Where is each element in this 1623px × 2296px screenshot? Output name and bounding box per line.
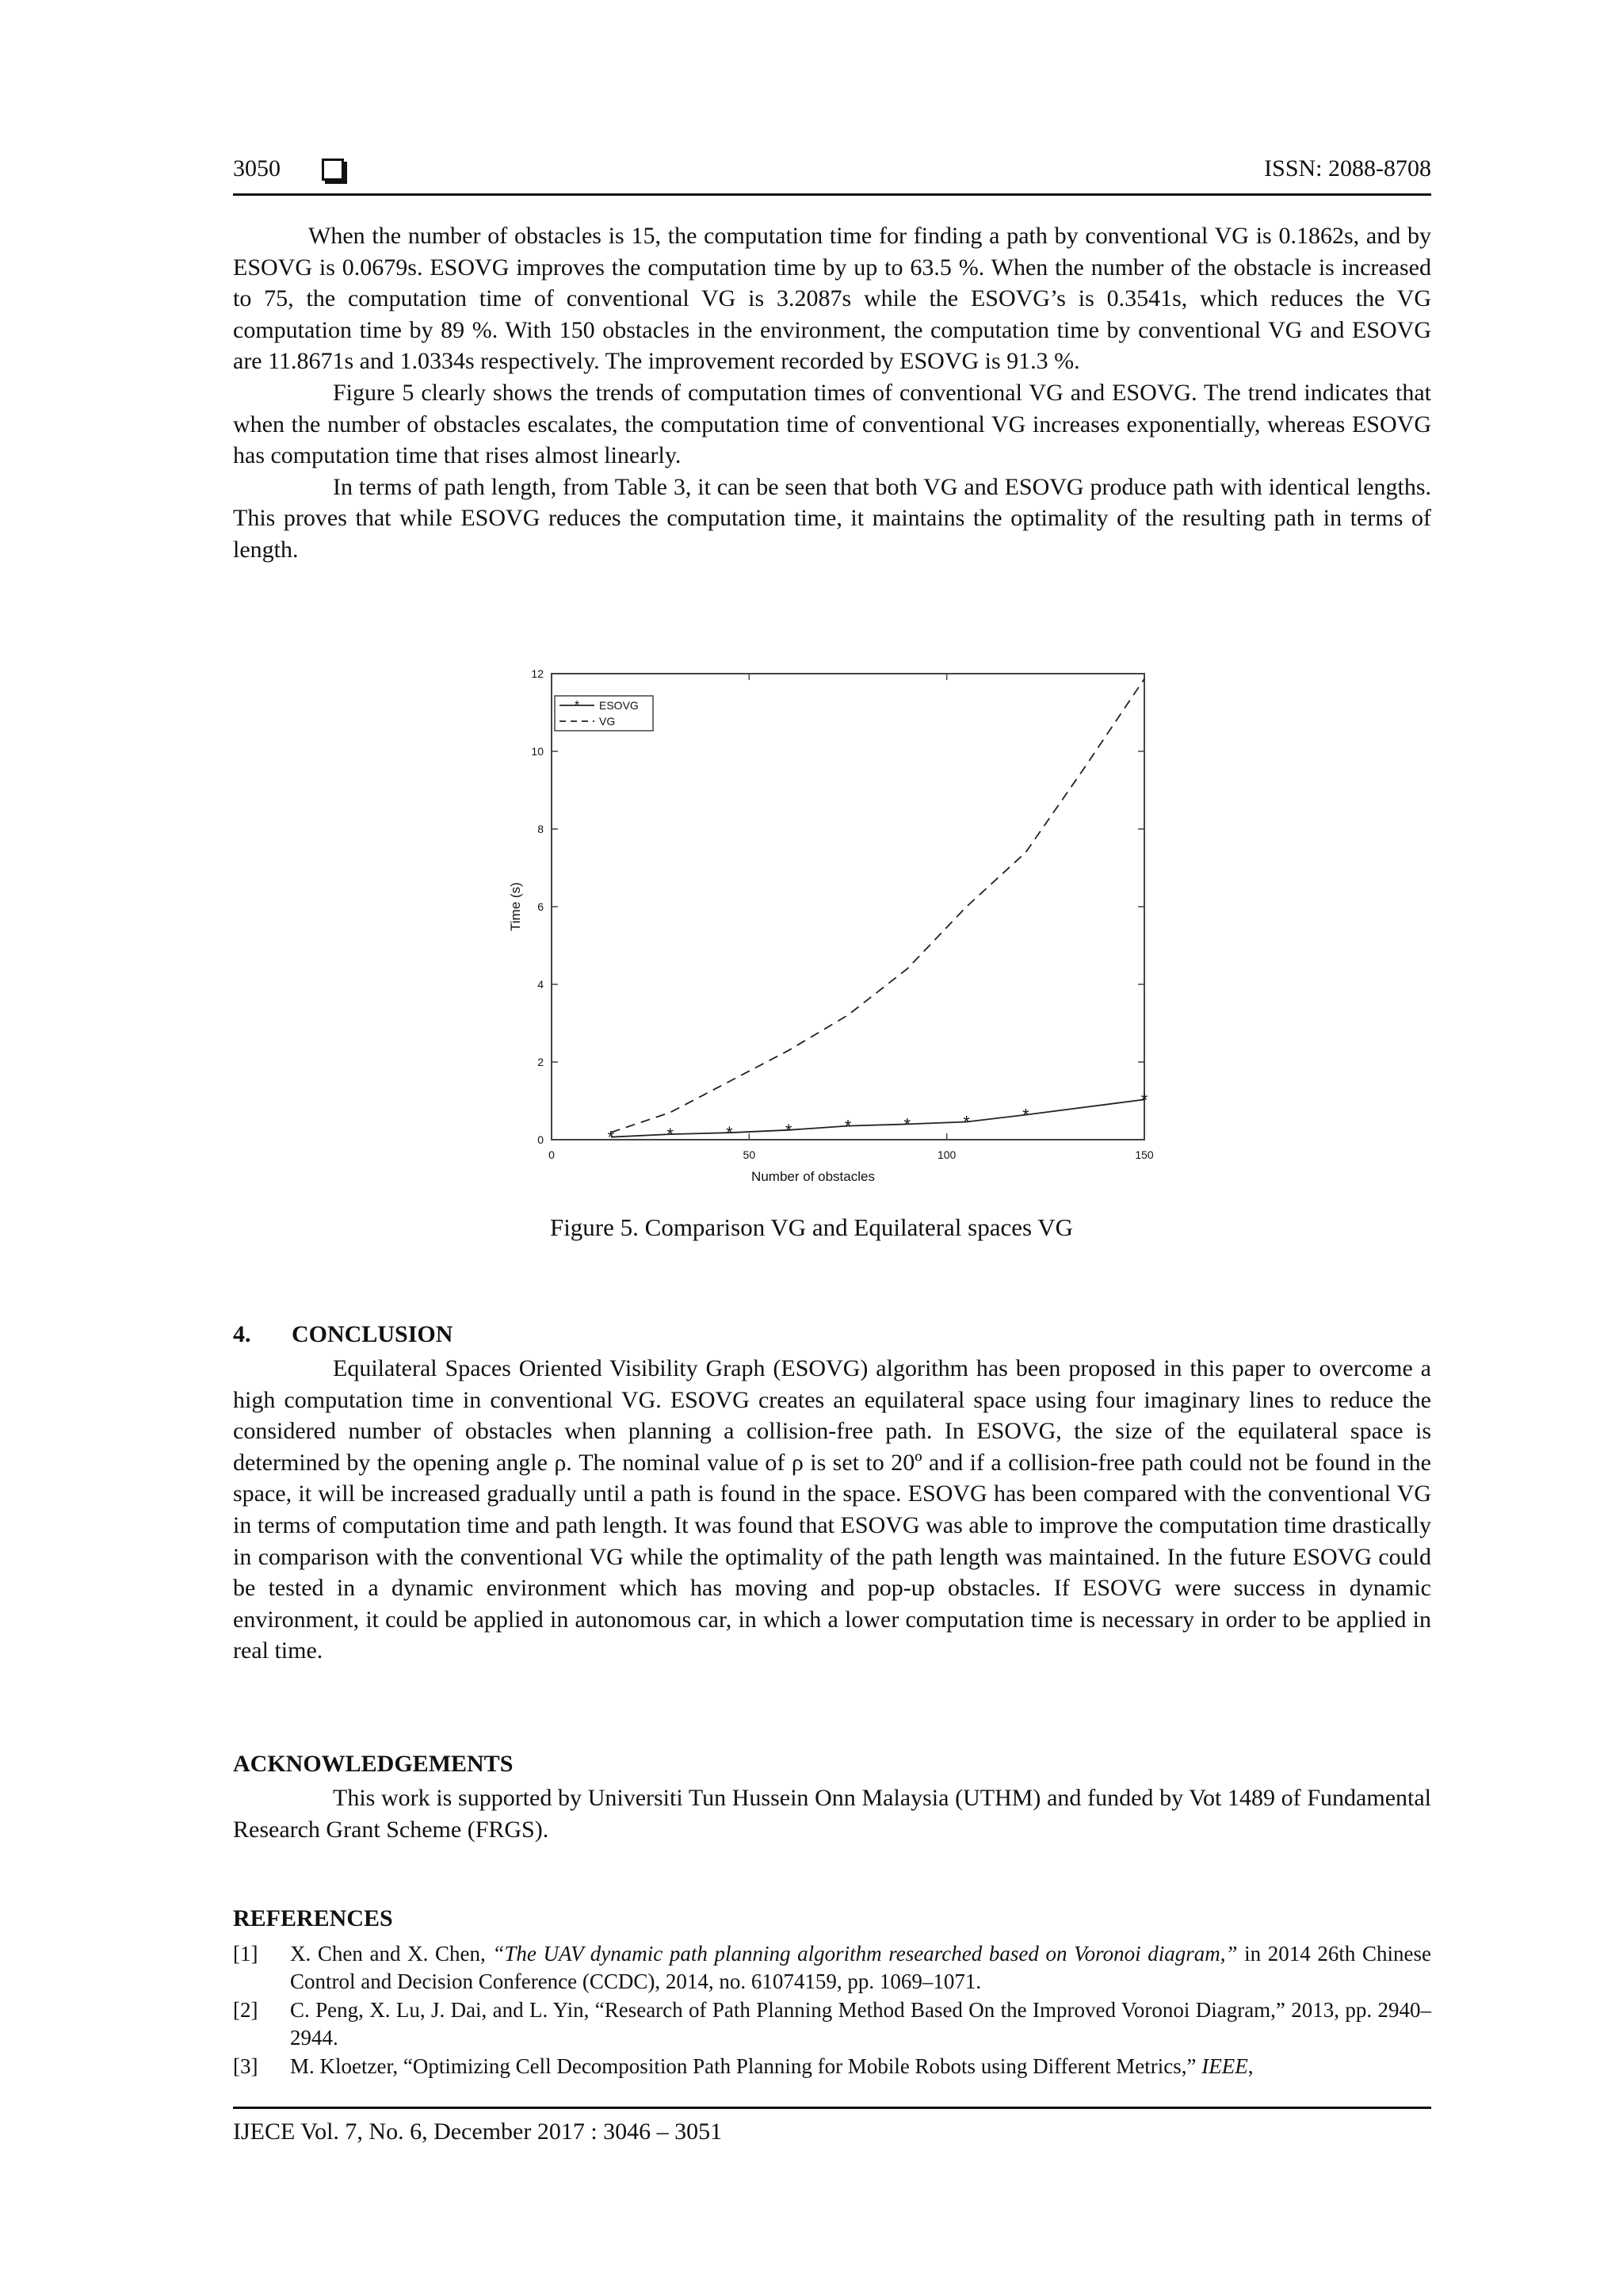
esovg-point: * <box>666 1125 674 1145</box>
square-icon <box>322 159 344 181</box>
conclusion-heading <box>233 1321 453 1348</box>
legend <box>555 696 653 731</box>
reference-title: “The UAV dynamic path planning algorithm researched based on Voronoi diagram,” <box>492 1942 1238 1966</box>
x-tick-label: 50 <box>743 1148 756 1161</box>
reference-punctuation: , <box>1247 2054 1254 2078</box>
legend-esovg-marker: * <box>574 699 580 712</box>
plot-area <box>552 674 1144 1140</box>
esovg-point: * <box>785 1120 792 1140</box>
section-title: CONCLUSION <box>292 1321 453 1347</box>
y-axis-label: Time (s) <box>508 882 523 931</box>
paragraph: In terms of path length, from Table 3, it can be seen that both VG and ESOVG produce path with identical lengths. This proves that while ESOVG reduces the computation time, it maintains the optimality of the resulting path in terms of length. <box>233 473 1431 563</box>
reference-text: C. Peng, X. Lu, J. Dai, and L. Yin, “Research of Path Planning Method Based On the Improved Voronoi Diagram,” 2013, pp. 2940–2944. <box>290 1998 1431 2050</box>
x-tick-label: 150 <box>1135 1148 1154 1161</box>
paragraph: When the number of obstacles is 15, the computation time for finding a path by conventional VG is 0.1862s, and by ESOVG is 0.0679s. ESOVG improves the computation time by up to 63.5 %. When the number of the obstacle is increased to 75, the computation time of conventional VG is 3.2087s while the ESOVG’s is 0.3541s, which reduces the VG computation time by 89 %. With 150 obstacles in the environment, the computation time by conventional VG and ESOVG are 11.8671s and 1.0334s respectively. The improvement recorded by ESOVG is 91.3 %. <box>233 223 1431 375</box>
reference-number: [2] <box>233 1998 258 2022</box>
y-tick-label: 0 <box>537 1133 544 1146</box>
reference-journal: IEEE <box>1201 2054 1248 2078</box>
reference-text: M. Kloetzer, “Optimizing Cell Decomposition Path Planning for Mobile Robots using Different Metrics,” <box>290 2054 1202 2078</box>
paragraph: Equilateral Spaces Oriented Visibility Graph (ESOVG) algorithm has been proposed in this paper to overcome a high computation time in conventional VG. ESOVG creates an equilateral space using four imaginary lines to reduce the considered number of obstacles when planning a collision-free path. In ESOVG, the size of the equilateral space is determined by the opening angle ρ. The nominal value of ρ is set to 20º and if a collision-free path could not be found in the space, it will be increased gradually until a path is found in the space. ESOVG has been compared with the conventional VG in terms of computation time and path length. It was found that ESOVG was able to improve the computation time drastically in comparison with the conventional VG while the optimality of the path length was maintained. In the future ESOVG could be tested in a dynamic environment which has moving and pop-up obstacles. If ESOVG were success in dynamic environment, it could be applied in autonomous car, in which a lower computation time is necessary in order to be applied in real time. <box>233 1355 1431 1664</box>
y-tick-label: 8 <box>537 823 544 835</box>
reference-item <box>233 1940 1431 1996</box>
esovg-point: * <box>726 1123 733 1144</box>
esovg-point: * <box>1022 1105 1029 1125</box>
x-tick-label: 100 <box>937 1148 957 1161</box>
issn: ISSN: 2088-8708 <box>1264 155 1431 181</box>
reference-number: [3] <box>233 2054 258 2078</box>
page-header <box>233 155 1431 196</box>
acknowledgements-text <box>233 1782 1431 1845</box>
figure-caption: Figure 5. Comparison VG and Equilateral spaces VG <box>549 1213 1074 1241</box>
conclusion-text <box>233 1353 1431 1667</box>
y-tick-label: 12 <box>531 667 544 680</box>
esovg-point: * <box>1140 1090 1148 1110</box>
reference-item <box>233 1996 1431 2052</box>
legend-vg-label: VG <box>599 715 616 728</box>
figure-5-chart <box>475 658 1173 1189</box>
reference-authors: X. Chen and X. Chen, <box>290 1942 493 1966</box>
references-heading: REFERENCES <box>233 1905 393 1931</box>
esovg-point: * <box>903 1114 911 1135</box>
y-tick-label: 10 <box>531 745 544 758</box>
y-tick-label: 6 <box>537 900 544 913</box>
paragraph: Figure 5 clearly shows the trends of computation times of conventional VG and ESOVG. The trend indicates that when the number of obstacles escalates, the computation time of conventional VG increases exponentially, whereas ESOVG has computation time that rises almost linearly. <box>233 379 1431 469</box>
esovg-point: * <box>607 1127 615 1148</box>
legend-esovg-label: ESOVG <box>599 699 639 712</box>
x-tick-label: 0 <box>548 1148 555 1161</box>
reference-list <box>233 1940 1431 2081</box>
page-number: 3050 <box>233 155 281 181</box>
reference-number: [1] <box>233 1942 258 1966</box>
section-number: 4. <box>233 1321 251 1347</box>
y-tick-label: 2 <box>537 1056 544 1068</box>
page-footer: IJECE Vol. 7, No. 6, December 2017 : 3046 – 3051 <box>233 2107 1431 2145</box>
acknowledgements-heading: ACKNOWLEDGEMENTS <box>233 1751 514 1777</box>
reference-item <box>233 2053 1431 2080</box>
results-text <box>233 220 1431 566</box>
reference-details: in 2014 26th Chinese Control and Decision Conference (CCDC), 2014, no. 61074159, pp. 1069–1071. <box>290 1942 1432 1993</box>
esovg-point: * <box>963 1112 970 1133</box>
y-tick-label: 4 <box>537 978 544 991</box>
x-axis-label: Number of obstacles <box>751 1169 875 1184</box>
esovg-point: * <box>844 1116 852 1137</box>
paragraph: This work is supported by Universiti Tun Hussein Onn Malaysia (UTHM) and funded by Vot 1489 of Fundamental Research Grant Scheme (FRGS). <box>233 1785 1431 1843</box>
